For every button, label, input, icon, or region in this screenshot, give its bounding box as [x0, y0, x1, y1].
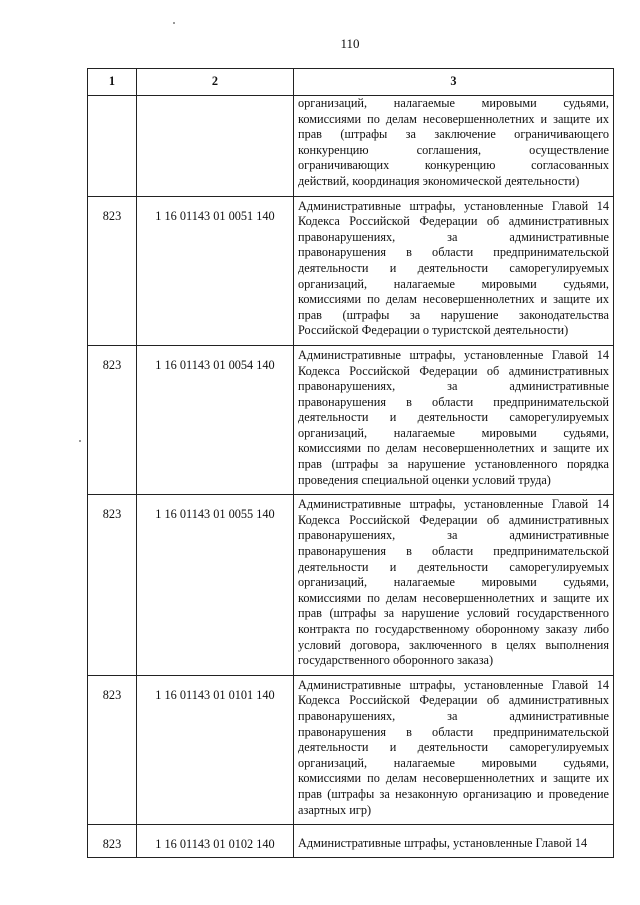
table-row: [88, 196, 614, 345]
column-header-3: 3: [294, 69, 614, 96]
scan-speck: [79, 440, 81, 442]
description-line: правонарушениях, за административные: [298, 708, 609, 723]
description-line: условий договора, заключенного в целях выполнения: [298, 637, 609, 652]
description-line: Административные штрафы, установленные Главой 14: [298, 347, 609, 362]
table-row: [88, 675, 614, 824]
description-line: деятельности и деятельности саморегулируемых: [298, 410, 609, 425]
description-line: комиссиями по делам несовершеннолетних и защите их: [298, 590, 609, 605]
admin-code-cell: 823: [88, 196, 137, 345]
admin-code-cell: [88, 96, 137, 197]
description-line: проведения специальной оценки условий труда): [298, 472, 551, 487]
description-line: правонарушениях, за административные: [298, 528, 609, 543]
description-line: комиссиями по делам несовершеннолетних и защите их: [298, 441, 609, 456]
description-line: организаций, налагаемые мировыми судьями,: [298, 276, 609, 291]
admin-code-cell: 823: [88, 825, 137, 858]
description-line: Административные штрафы, установленные Главой 14: [298, 836, 588, 851]
description-line: правонарушения в области предпринимательской: [298, 394, 609, 409]
description-line: действий, координация экономической деятельности): [298, 173, 580, 188]
budget-code-cell: 1 16 01143 01 0055 140: [137, 495, 294, 676]
table-row: [88, 96, 614, 197]
description-line: прав (штрафы за нарушение установленного порядка: [298, 457, 609, 472]
description-line: контракта по государственному оборонному заказу либо: [298, 622, 609, 636]
description-line: Кодекса Российской Федерации об административных: [298, 363, 609, 378]
description-cell: [294, 825, 614, 858]
description-line: деятельности и деятельности саморегулируемых: [298, 740, 609, 755]
description-line: государственного оборонного заказа): [298, 653, 494, 668]
budget-code-cell: 1 16 01143 01 0101 140: [137, 675, 294, 824]
budget-code-cell: 1 16 01143 01 0051 140: [137, 196, 294, 345]
table-row: [88, 495, 614, 676]
table-row: [88, 825, 614, 858]
description-line: правонарушениях, за административные: [298, 229, 609, 244]
description-line: Административные штрафы, установленные Главой 14: [298, 677, 609, 692]
admin-code-cell: 823: [88, 675, 137, 824]
description-line: организаций, налагаемые мировыми судьями,: [298, 96, 609, 110]
description-cell: [294, 96, 614, 197]
description-line: деятельности и деятельности саморегулируемых: [298, 260, 609, 275]
classification-table: [87, 68, 614, 858]
description-line: деятельности и деятельности саморегулируемых: [298, 559, 609, 574]
budget-code-cell: 1 16 01143 01 0102 140: [137, 825, 294, 858]
column-header-1: 1: [88, 69, 137, 96]
description-line: Кодекса Российской Федерации об административных: [298, 214, 609, 229]
scan-speck: [173, 22, 175, 24]
admin-code-cell: 823: [88, 345, 137, 494]
description-line: азартных игр): [298, 802, 372, 817]
description-line: комиссиями по делам несовершеннолетних и защите их: [298, 111, 609, 126]
description-line: правонарушения в области предпринимательской: [298, 544, 609, 559]
description-line: Российской Федерации о туристской деятельности): [298, 323, 569, 338]
description-line: Кодекса Российской Федерации об административных: [298, 512, 609, 527]
description-line: правонарушениях, за административные: [298, 379, 609, 394]
description-line: правонарушения в области предпринимательской: [298, 724, 609, 739]
description-line: Административные штрафы, установленные Главой 14: [298, 198, 609, 213]
table-row: [88, 345, 614, 494]
description-cell: [294, 196, 614, 345]
page-number: 110: [340, 36, 360, 51]
description-line: Кодекса Российской Федерации об административных: [298, 693, 609, 708]
description-line: организаций, налагаемые мировыми судьями,: [298, 755, 609, 770]
description-line: правонарушения в области предпринимательской: [298, 245, 609, 260]
budget-code-cell: 1 16 01143 01 0054 140: [137, 345, 294, 494]
description-line: прав (штрафы за нарушение условий государственного: [298, 606, 609, 621]
description-cell: [294, 495, 614, 676]
description-line: организаций, налагаемые мировыми судьями,: [298, 425, 609, 440]
description-line: ограничивающих конкуренцию согласованных: [298, 158, 609, 173]
column-header-2: 2: [137, 69, 294, 96]
description-line: комиссиями по делам несовершеннолетних и защите их: [298, 771, 609, 786]
description-line: прав (штрафы за нарушение законодательства: [298, 307, 609, 322]
description-line: конкуренцию соглашения, осуществление: [298, 142, 609, 157]
description-line: комиссиями по делам несовершеннолетних и защите их: [298, 292, 609, 307]
description-line: прав (штрафы за незаконную организацию и проведение: [298, 786, 609, 801]
description-cell: [294, 345, 614, 494]
description-cell: [294, 675, 614, 824]
table-header-row: [88, 69, 614, 96]
description-line: организаций, налагаемые мировыми судьями,: [298, 575, 609, 590]
budget-code-cell: [137, 96, 294, 197]
description-line: прав (штрафы за заключение ограничивающего: [298, 127, 609, 142]
description-line: Административные штрафы, установленные Главой 14: [298, 497, 609, 512]
admin-code-cell: 823: [88, 495, 137, 676]
